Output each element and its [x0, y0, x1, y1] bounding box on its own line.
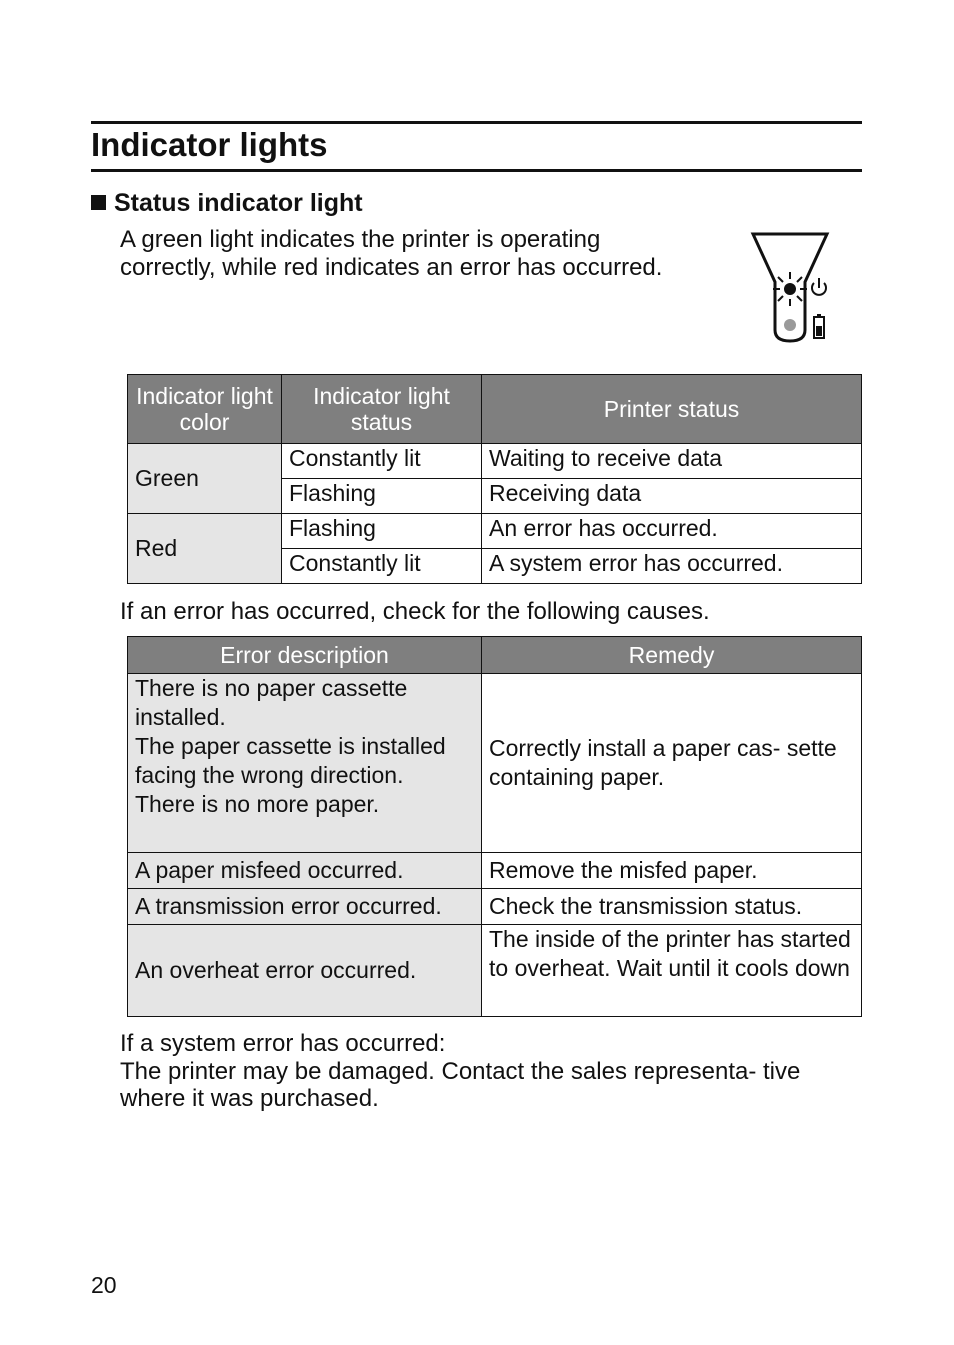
printer-status-cell: Waiting to receive data — [482, 444, 862, 479]
remedy-cell: The inside of the printer has started to overheat. Wait until it cools down — [482, 925, 862, 1017]
table-row — [128, 514, 862, 549]
system-error-heading: If a system error has occurred: — [120, 1030, 446, 1057]
error-description-cell: An overheat error occurred. — [128, 925, 482, 1017]
light-status-cell: Constantly lit — [282, 444, 482, 479]
lit-indicator-icon — [773, 272, 807, 306]
column-header: Printer status — [482, 375, 862, 444]
error-table-header — [128, 637, 862, 674]
table-row — [128, 889, 862, 925]
title-rule-top — [91, 121, 862, 124]
section-heading — [91, 187, 363, 219]
error-table — [127, 636, 862, 1017]
unlit-indicator-icon — [784, 319, 796, 331]
remedy-cell: Correctly install a paper cas- sette containing paper. — [482, 674, 862, 853]
light-color-cell: Green — [128, 444, 282, 514]
printer-status-cell: An error has occurred. — [482, 514, 862, 549]
table-row — [128, 925, 862, 1017]
remedy-cell: Remove the misfed paper. — [482, 853, 862, 889]
error-description-cell — [128, 674, 482, 853]
table-row — [128, 444, 862, 479]
system-error-text: The printer may be damaged. Contact the sales representa- tive where it was purchased. — [120, 1057, 801, 1112]
light-status-cell: Flashing — [282, 479, 482, 514]
printer-status-cell: A system error has occurred. — [482, 549, 862, 584]
printer-status-cell: Receiving data — [482, 479, 862, 514]
title-rule-bottom — [91, 169, 862, 172]
light-status-cell: Constantly lit — [282, 549, 482, 584]
status-table-header — [128, 375, 862, 444]
column-header: Indicator light status — [282, 375, 482, 444]
error-description-line: There is no more paper. — [135, 791, 380, 817]
square-bullet-icon — [91, 195, 106, 210]
page-title: Indicator lights — [91, 126, 328, 163]
battery-icon — [814, 314, 824, 338]
error-table-caption: If an error has occurred, check for the following causes. — [120, 598, 710, 625]
remedy-cell: Check the transmission status. — [482, 889, 862, 925]
column-header: Error description — [128, 637, 482, 674]
column-header: Remedy — [482, 637, 862, 674]
section-heading-text: Status indicator light — [114, 189, 363, 217]
error-description-line: There is no paper cassette installed. — [135, 675, 408, 730]
error-description-cell: A paper misfeed occurred. — [128, 853, 482, 889]
status-table — [127, 374, 862, 584]
error-description-line: The paper cassette is installed facing the wrong direction. — [135, 733, 446, 788]
power-icon — [812, 278, 826, 295]
intro-paragraph: A green light indicates the printer is operating correctly, while red indicates an error has occurred. — [120, 226, 663, 281]
indicator-light-diagram — [748, 230, 832, 346]
light-color-cell: Red — [128, 514, 282, 584]
system-error-note — [120, 1030, 850, 1113]
page-number: 20 — [91, 1272, 117, 1298]
table-row — [128, 853, 862, 889]
table-row — [128, 674, 862, 853]
column-header: Indicator light color — [128, 375, 282, 444]
error-description-cell: A transmission error occurred. — [128, 889, 482, 925]
light-status-cell: Flashing — [282, 514, 482, 549]
